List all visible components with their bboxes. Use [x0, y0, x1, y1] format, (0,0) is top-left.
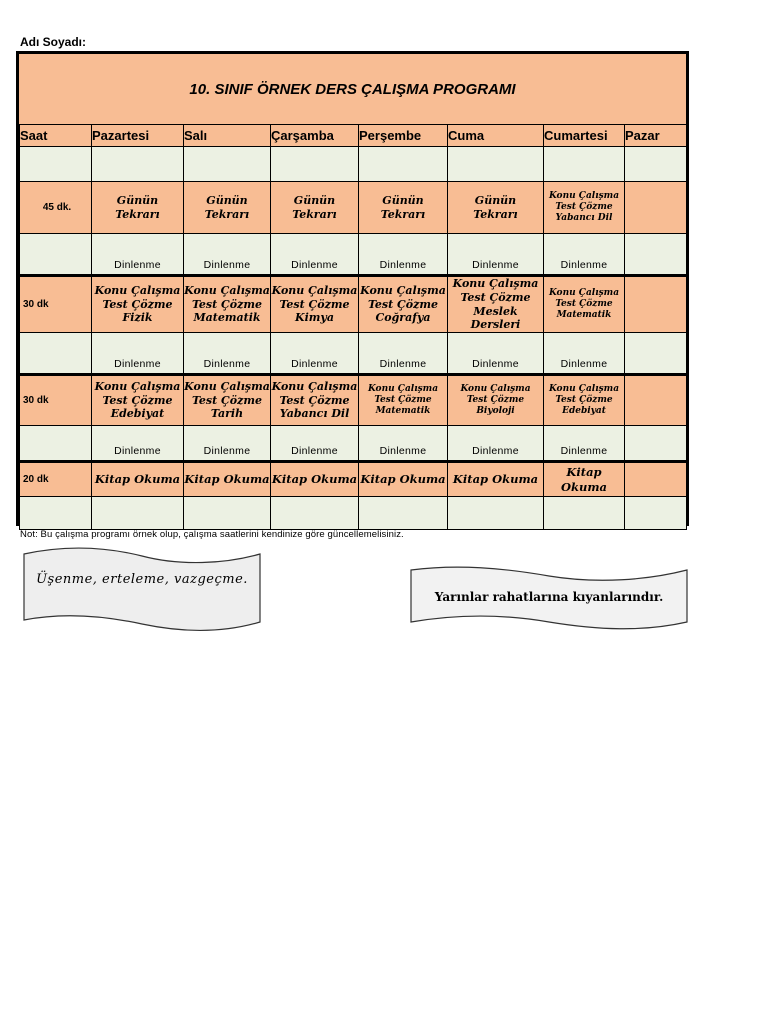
rest-cell: Dinlenme — [448, 333, 544, 375]
header-pazartesi: Pazartesi — [92, 125, 184, 147]
table-cell — [271, 147, 359, 182]
table-cell — [20, 333, 92, 375]
study-cell: Konu Çalışma Test Çözme Yabancı Dil — [271, 375, 359, 426]
rest-cell: Dinlenme — [448, 234, 544, 276]
reading-cell: Kitap Okuma — [92, 462, 184, 497]
footnote: Not: Bu çalışma programı örnek olup, çalışma saatlerini kendinize göre güncellemelisiniz. — [20, 529, 404, 540]
table-cell — [625, 234, 687, 276]
table-cell — [184, 147, 271, 182]
study-cell: Konu Çalışma Test Çözme Tarih — [184, 375, 271, 426]
name-label: Adı Soyadı: — [20, 35, 87, 49]
table-cell — [544, 497, 625, 530]
rest-cell: Dinlenme — [184, 426, 271, 462]
header-pazar: Pazar — [625, 125, 687, 147]
study-cell: Günün Tekrarı — [184, 182, 271, 234]
rest-cell: Dinlenme — [92, 426, 184, 462]
study-cell: Konu Çalışma Test Çözme Biyoloji — [448, 375, 544, 426]
header-cuma: Cuma — [448, 125, 544, 147]
reading-cell: Kitap Okuma — [544, 462, 625, 497]
time-cell: 20 dk — [20, 462, 92, 497]
schedule-title: 10. SINIF ÖRNEK DERS ÇALIŞMA PROGRAMI — [189, 80, 516, 98]
wave-banner-shape — [20, 546, 264, 636]
study-cell: Konu Çalışma Test Çözme Edebiyat — [544, 375, 625, 426]
study-row-1 — [20, 182, 687, 234]
study-cell: Konu Çalışma Test Çözme Matematik — [184, 276, 271, 333]
empty-row — [20, 497, 687, 530]
reading-cell: Kitap Okuma — [184, 462, 271, 497]
table-cell — [625, 276, 687, 333]
table-cell — [625, 182, 687, 234]
banner-right-text: Yarınlar rahatlarına kıyanlarındır. — [434, 590, 664, 604]
rest-cell: Dinlenme — [184, 333, 271, 375]
table-cell — [625, 426, 687, 462]
table-cell — [20, 497, 92, 530]
table-cell — [359, 147, 448, 182]
table-cell — [20, 147, 92, 182]
table-cell — [359, 497, 448, 530]
table-cell — [625, 462, 687, 497]
header-sali: Salı — [184, 125, 271, 147]
rest-row — [20, 234, 687, 276]
rest-cell: Dinlenme — [271, 234, 359, 276]
time-cell: 30 dk — [20, 375, 92, 426]
table-cell — [448, 147, 544, 182]
schedule-table — [19, 124, 687, 530]
study-schedule-sheet — [16, 51, 689, 526]
reading-cell: Kitap Okuma — [448, 462, 544, 497]
study-row-3 — [20, 375, 687, 426]
rest-cell: Dinlenme — [271, 333, 359, 375]
reading-cell: Kitap Okuma — [359, 462, 448, 497]
rest-cell: Dinlenme — [544, 234, 625, 276]
header-row — [20, 125, 687, 147]
rest-cell: Dinlenme — [92, 234, 184, 276]
table-cell — [92, 147, 184, 182]
study-cell: Konu Çalışma Test Çözme Coğrafya — [359, 276, 448, 333]
study-cell: Günün Tekrarı — [359, 182, 448, 234]
reading-cell: Kitap Okuma — [271, 462, 359, 497]
motivation-banner-left — [20, 546, 264, 636]
rest-cell: Dinlenme — [544, 426, 625, 462]
table-cell — [184, 497, 271, 530]
table-cell — [625, 497, 687, 530]
header-carsamba: Çarşamba — [271, 125, 359, 147]
rest-cell: Dinlenme — [271, 426, 359, 462]
table-cell — [625, 375, 687, 426]
table-cell — [271, 497, 359, 530]
header-persembe: Perşembe — [359, 125, 448, 147]
table-cell — [448, 497, 544, 530]
study-row-2 — [20, 276, 687, 333]
table-cell — [625, 147, 687, 182]
rest-cell: Dinlenme — [359, 426, 448, 462]
time-cell: 30 dk — [20, 276, 92, 333]
header-saat: Saat — [20, 125, 92, 147]
rest-cell: Dinlenme — [359, 234, 448, 276]
motivation-banner-right — [408, 564, 690, 634]
header-cumartesi: Cumartesi — [544, 125, 625, 147]
rest-cell: Dinlenme — [92, 333, 184, 375]
rest-cell: Dinlenme — [184, 234, 271, 276]
study-cell: Günün Tekrarı — [92, 182, 184, 234]
reading-row — [20, 462, 687, 497]
study-cell: Konu Çalışma Test Çözme Matematik — [359, 375, 448, 426]
table-cell — [92, 497, 184, 530]
study-cell: Konu Çalışma Test Çözme Matematik — [544, 276, 625, 333]
study-cell: Konu Çalışma Test Çözme Meslek Dersleri — [448, 276, 544, 333]
study-cell: Günün Tekrarı — [271, 182, 359, 234]
table-cell — [544, 147, 625, 182]
rest-row — [20, 333, 687, 375]
empty-row — [20, 147, 687, 182]
study-cell: Konu Çalışma Test Çözme Edebiyat — [92, 375, 184, 426]
rest-cell: Dinlenme — [544, 333, 625, 375]
study-cell: Konu Çalışma Test Çözme Yabancı Dil — [544, 182, 625, 234]
study-cell: Günün Tekrarı — [448, 182, 544, 234]
table-cell — [20, 234, 92, 276]
rest-cell: Dinlenme — [359, 333, 448, 375]
study-cell: Konu Çalışma Test Çözme Fizik — [92, 276, 184, 333]
rest-row — [20, 426, 687, 462]
table-cell — [20, 426, 92, 462]
time-cell: 45 dk. — [20, 182, 92, 234]
banner-left-text: Üşenme, erteleme, vazgeçme. — [36, 572, 248, 587]
rest-cell: Dinlenme — [448, 426, 544, 462]
study-cell: Konu Çalışma Test Çözme Kimya — [271, 276, 359, 333]
table-cell — [625, 333, 687, 375]
